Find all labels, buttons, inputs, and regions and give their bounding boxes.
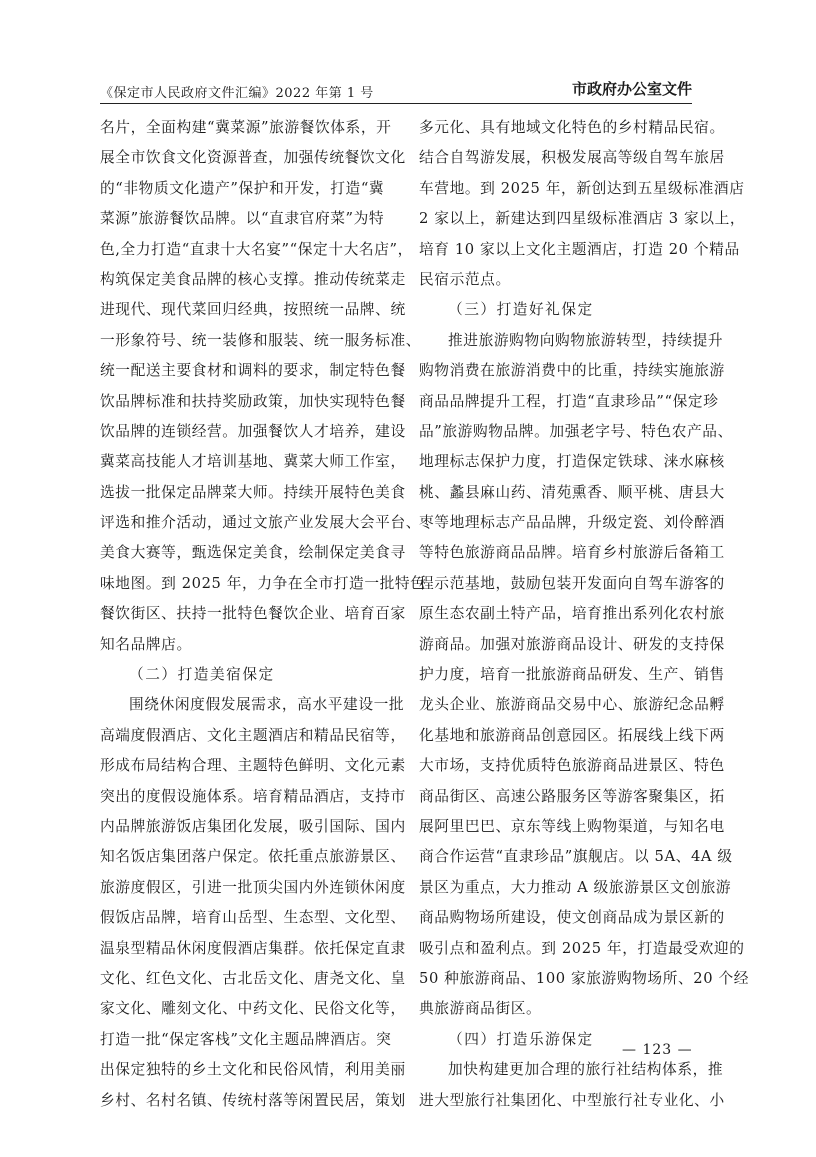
text-line: 地理标志保护力度，打造保定铁球、涞水麻核 — [419, 453, 725, 471]
text-line: 程示范基地，鼓励包装开发面向自驾车游客的 — [419, 574, 725, 592]
text-line: 色,全力打造“直隶十大名宴”“保定十大名店”， — [100, 240, 413, 258]
text-line: 家文化、雕刻文化、中药文化、民俗文化等， — [100, 1000, 406, 1018]
text-line: 典旅游商品街区。 — [419, 1000, 542, 1018]
text-line: 景区为重点，大力推动 A 级旅游景区文创旅游 — [419, 878, 732, 896]
text-line: 多元化、具有地域文化特色的乡村精品民宿。 — [419, 119, 725, 136]
text-line: 结合自驾游发展，积极发展高等级自驾车旅居 — [419, 149, 725, 167]
paragraph-first-line: 推进旅游购物向购物旅游转型，持续提升 — [448, 331, 724, 349]
text-line: 民宿示范点。 — [419, 270, 511, 288]
page-number: — 123 — — [622, 1042, 693, 1058]
text-line: 护力度，培育一批旅游商品研发、生产、销售 — [419, 666, 725, 684]
text-line: 购物消费在旅游消费中的比重，持续实施旅游 — [419, 362, 725, 380]
paragraph-first-line: 加快构建更加合理的旅行社结构体系，推 — [448, 1061, 724, 1079]
text-line: 假饭店品牌，培育山岳型、生态型、文化型、 — [100, 909, 406, 927]
text-line: 龙头企业、旅游商品交易中心、旅游纪念品孵 — [419, 696, 725, 714]
text-line: 饮品牌的连锁经营。加强餐饮人才培养，建设 — [100, 422, 406, 440]
text-line: 50 种旅游商品、100 家旅游购物场所、20 个经 — [419, 969, 750, 987]
text-line: 出保定独特的乡土文化和民俗风情，利用美丽 — [100, 1061, 406, 1079]
text-line: 选拔一批保定品牌菜大师。持续开展特色美食 — [100, 483, 406, 501]
text-line: 商品品牌提升工程，打造“直隶珍品”“保定珍 — [419, 392, 719, 410]
document-category: 市政府办公室文件 — [571, 80, 692, 98]
text-line: 的“非物质文化遗产”保护和开发，打造“冀 — [100, 179, 385, 197]
text-line: 进现代、现代菜回归经典，按照统一品牌、统 — [100, 301, 406, 319]
text-line: 饮品牌标准和扶持奖励政策，加快实现特色餐 — [100, 392, 406, 410]
left-column — [100, 113, 426, 1116]
text-line: 吸引点和盈利点。到 2025 年，打造最受欢迎的 — [419, 939, 745, 957]
section-heading: （二）打造美宿保定 — [129, 666, 275, 684]
text-line: 商品购物场所建设，使文创商品成为景区新的 — [419, 909, 725, 927]
text-line: 等特色旅游商品品牌。培育乡村旅游后备箱工 — [419, 544, 725, 562]
text-line: 品”旅游购物品牌。加强老字号、特色农产品、 — [419, 422, 733, 440]
paragraph-first-line: 围绕休闲度假发展需求，高水平建设一批 — [129, 696, 405, 714]
text-line: 菜源”旅游餐饮品牌。以“直隶官府菜”为特 — [100, 210, 385, 228]
text-line: 培育 10 家以上文化主题酒店，打造 20 个精品 — [419, 240, 740, 258]
text-line: 统一配送主要食材和调料的要求，制定特色餐 — [100, 362, 406, 380]
text-line: 冀菜高技能人才培训基地、冀菜大师工作室， — [100, 453, 406, 471]
text-line: 高端度假酒店、文化主题酒店和精品民宿等， — [100, 726, 406, 744]
text-line: 化基地和旅游商品创意园区。拓展线上线下两 — [419, 726, 725, 744]
text-line: 知名品牌店。 — [100, 635, 192, 653]
text-line: 原生态农副土特产品，培育推出系列化农村旅 — [419, 605, 725, 623]
section-heading: （四）打造乐游保定 — [448, 1030, 594, 1048]
text-line: 游商品。加强对旅游商品设计、研发的支持保 — [419, 635, 725, 653]
text-line: 商合作运营“直隶珍品”旗舰店。以 5A、4A 级 — [419, 848, 733, 866]
text-line: 评选和推介活动，通过文旅产业发展大会平台、 — [100, 514, 422, 532]
text-line: 形成布局结构合理、主题特色鲜明、文化元素 — [100, 757, 406, 775]
text-line: 打造一批“保定客栈”文化主题品牌酒店。突 — [100, 1030, 392, 1048]
text-line: 车营地。到 2025 年，新创达到五星级标准酒店 — [419, 179, 745, 197]
text-line: 展阿里巴巴、京东等线上购物渠道，与知名电 — [419, 817, 725, 835]
page-header — [100, 76, 692, 102]
text-line: 2 家以上，新建达到四星级标准酒店 3 家以上， — [419, 210, 746, 228]
text-line: 餐饮街区、扶持一批特色餐饮企业、培育百家 — [100, 605, 406, 623]
text-line: 美食大赛等，甄选保定美食，绘制保定美食寻 — [100, 544, 406, 562]
text-line: 内品牌旅游饭店集团化发展，吸引国际、国内 — [100, 817, 406, 835]
right-column — [419, 113, 750, 1116]
section-heading: （三）打造好礼保定 — [448, 301, 594, 319]
text-line: 乡村、名村名镇、传统村落等闲置民居，策划 — [100, 1091, 406, 1109]
text-line: 桃、蠡县麻山药、清苑熏香、顺平桃、唐县大 — [419, 483, 725, 501]
text-line: 文化、红色文化、古北岳文化、唐尧文化、皇 — [100, 969, 406, 987]
text-line: 大市场，支持优质特色旅游商品进景区、特色 — [419, 757, 725, 775]
text-line: 旅游度假区，引进一批顶尖国内外连锁休闲度 — [100, 878, 406, 896]
text-line: 名片，全面构建“冀菜源”旅游餐饮体系，开 — [100, 119, 392, 136]
text-line: 进大型旅行社集团化、中型旅行社专业化、小 — [419, 1091, 725, 1109]
text-line: 知名饭店集团落户保定。依托重点旅游景区、 — [100, 848, 406, 866]
text-line: 枣等地理标志产品品牌，升级定瓷、刘伶醉酒 — [419, 514, 725, 532]
header-divider — [100, 103, 692, 104]
text-line: 展全市饮食文化资源普查，加强传统餐饮文化 — [100, 149, 406, 167]
text-line: 一形象符号、统一装修和服装、统一服务标准、 — [100, 331, 422, 349]
text-line: 突出的度假设施体系。培育精品酒店，支持市 — [100, 787, 406, 805]
text-line: 构筑保定美食品牌的核心支撑。推动传统菜走 — [100, 270, 406, 288]
text-line: 味地图。到 2025 年，力争在全市打造一批特色 — [100, 574, 426, 592]
text-line: 商品街区、高速公路服务区等游客聚集区，拓 — [419, 787, 725, 805]
publication-title: 《保定市人民政府文件汇编》2022 年第 1 号 — [100, 86, 374, 101]
text-line: 温泉型精品休闲度假酒店集群。依托保定直隶 — [100, 939, 406, 957]
